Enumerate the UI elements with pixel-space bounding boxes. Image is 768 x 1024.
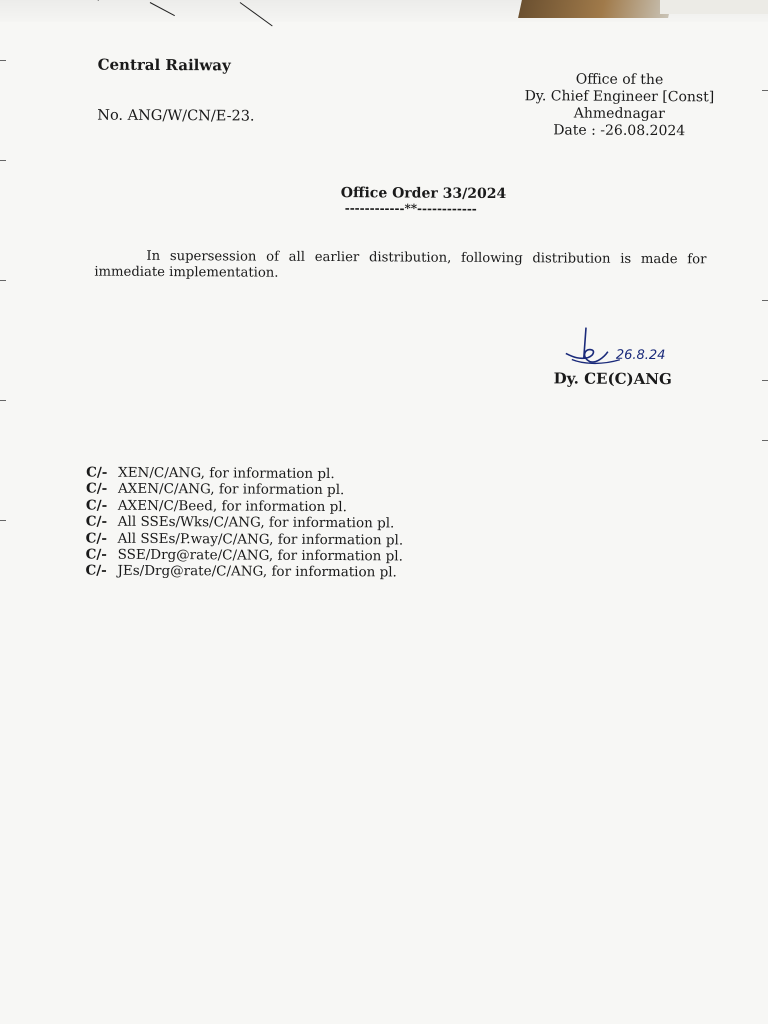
copy-prefix: C/- <box>85 497 108 514</box>
title-separator: ------------**------------ <box>344 201 477 216</box>
office-line: Office of the <box>575 71 664 89</box>
signatory-designation: Dy. CE(C)ANG <box>553 369 672 389</box>
copy-item <box>86 465 404 483</box>
organization-name: Central Railway <box>97 55 231 75</box>
copy-item <box>86 547 404 565</box>
office-address-block <box>519 71 719 140</box>
copy-item <box>85 563 403 581</box>
copy-item <box>86 497 404 515</box>
reference-number: No. ANG/W/CN/E-23. <box>97 107 255 125</box>
copy-recipient: AXEN/C/ANG, for information pl. <box>117 481 345 499</box>
copy-prefix: C/- <box>85 530 108 547</box>
copy-distribution-list <box>85 465 403 582</box>
copy-prefix: C/- <box>85 546 107 563</box>
signature-date: 26.8.24 <box>615 347 666 364</box>
copy-recipient: SSE/Drg@rate/C/ANG, for information pl. <box>117 546 403 565</box>
handwritten-signature <box>560 323 680 374</box>
copy-prefix: C/- <box>85 562 107 580</box>
copy-recipient: All SSEs/P.way/C/ANG, for information pl. <box>117 530 404 549</box>
copy-recipient: JEs/Drg@rate/C/ANG, for information pl. <box>117 563 397 581</box>
copy-recipient: AXEN/C/Beed, for information pl. <box>117 497 347 515</box>
copy-recipient: All SSEs/Wks/C/ANG, for information pl. <box>117 513 395 532</box>
office-line: Ahmednagar <box>573 105 665 123</box>
office-date: Date : -26.08.2024 <box>553 122 686 140</box>
copy-prefix: C/- <box>85 513 108 530</box>
copy-item <box>86 530 404 548</box>
copy-recipient: XEN/C/ANG, for information pl. <box>118 464 335 483</box>
copy-item <box>86 481 404 499</box>
order-title: Office Order 33/2024 <box>340 185 507 203</box>
copy-prefix: C/- <box>85 480 108 498</box>
copy-prefix: C/- <box>86 464 108 481</box>
copy-item <box>86 514 404 532</box>
order-body: In supersession of all earlier distribution, following distribution is made for immediate implementation. <box>94 248 707 281</box>
office-line: Dy. Chief Engineer [Const] <box>524 88 715 106</box>
